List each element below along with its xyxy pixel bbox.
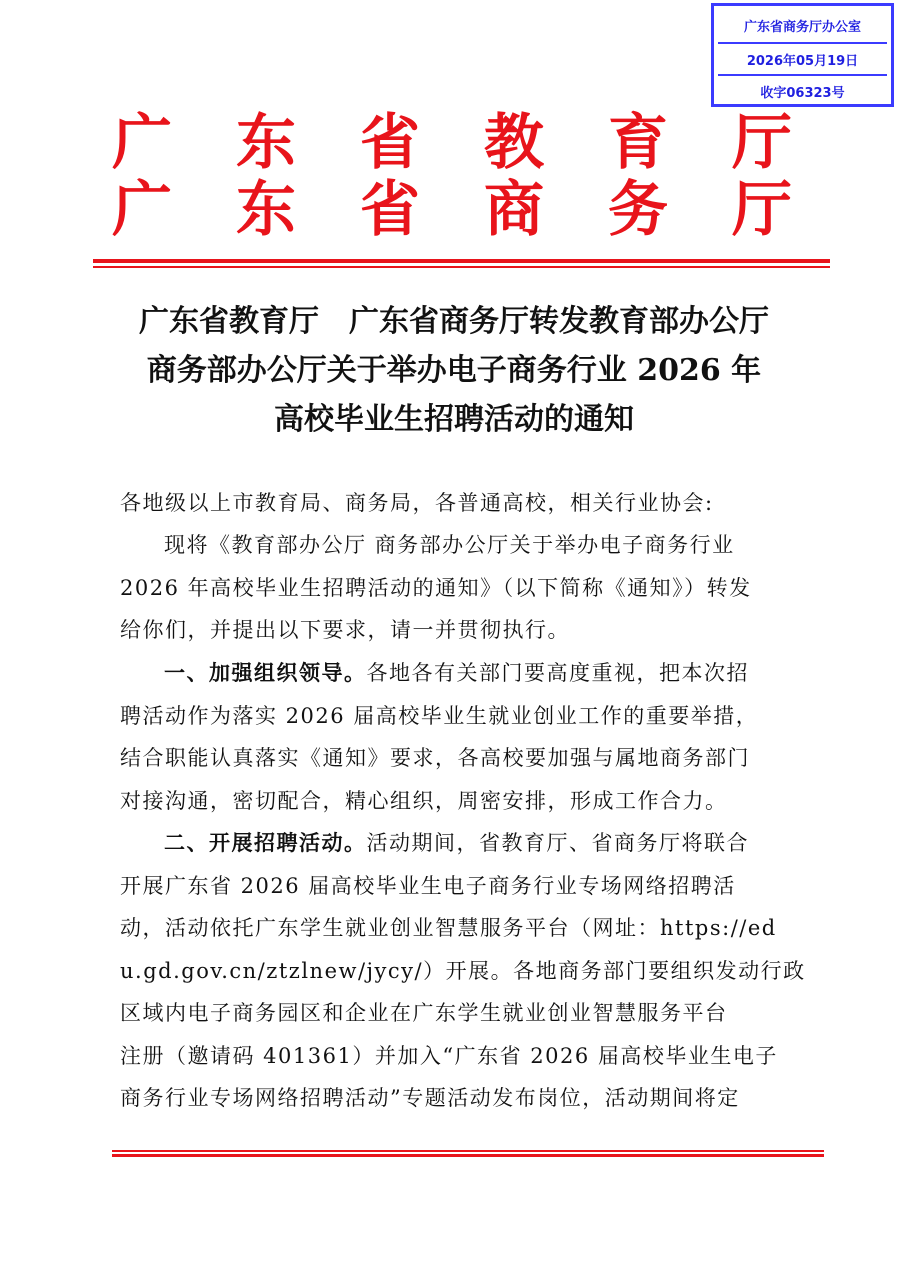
section-2-line: 开展广东省 2026 届高校毕业生电子商务行业专场网络招聘活	[120, 874, 736, 898]
stamp-divider	[718, 42, 887, 44]
section-1-line: 结合职能认真落实《通知》要求，各高校要加强与属地商务部门	[120, 746, 750, 770]
intro-line: 给你们，并提出以下要求，请一并贯彻执行。	[120, 618, 570, 642]
masthead-char: 厅	[732, 175, 792, 245]
section-2-heading: 二、开展招聘活动。	[164, 831, 367, 855]
stamp-divider	[718, 74, 887, 76]
masthead-char: 教	[484, 108, 544, 178]
stamp-number: 收字06323号	[760, 86, 845, 101]
document-title-line-2: 商务部办公厅关于举办电子商务行业 2026 年	[146, 353, 762, 388]
intro-line: 2026 年高校毕业生招聘活动的通知》（以下简称《通知》）转发	[120, 576, 752, 600]
section-2-line: 商务行业专场网络招聘活动”专题活动发布岗位，活动期间将定	[120, 1086, 740, 1110]
section-2-first-line	[120, 827, 798, 857]
stamp-office: 广东省商务厅办公室	[743, 20, 861, 35]
masthead-char: 广	[112, 175, 172, 245]
section-2-line: 注册（邀请码 401361）并加入“广东省 2026 届高校毕业生电子	[120, 1044, 778, 1068]
masthead-char: 省	[360, 175, 420, 245]
footer-rule-thin	[112, 1150, 824, 1152]
section-2-line: u.gd.gov.cn/ztzlnew/jycy/）开展。各地商务部门要组织发动行政	[120, 959, 806, 983]
masthead-char: 商	[484, 175, 544, 245]
section-1-line: 对接沟通，密切配合，精心组织，周密安排，形成工作合力。	[120, 789, 728, 813]
section-2-line: 区域内电子商务园区和企业在广东学生就业创业智慧服务平台	[120, 1001, 728, 1025]
masthead-rule-thin	[93, 266, 830, 268]
document-title-line-1: 广东省教育厅 广东省商务厅转发教育部办公厅	[139, 304, 769, 339]
masthead-char: 厅	[732, 108, 792, 178]
document-title-line-3: 高校毕业生招聘活动的通知	[274, 402, 634, 437]
section-2-text: 活动期间，省教育厅、省商务厅将联合	[366, 831, 749, 855]
section-1-first-line	[120, 657, 798, 687]
section-2-line: 动，活动依托广东学生就业创业智慧服务平台（网址：https://ed	[120, 916, 777, 940]
masthead-line-2	[112, 175, 792, 245]
stamp-date: 2026年05月19日	[746, 54, 859, 69]
salutation: 各地级以上市教育局、商务局，各普通高校，相关行业协会:	[120, 491, 714, 515]
masthead-rule-thick	[93, 259, 830, 263]
masthead-line-1	[112, 108, 792, 178]
section-1-heading: 一、加强组织领导。	[164, 661, 367, 685]
intro-line: 现将《教育部办公厅 商务部办公厅关于举办电子商务行业	[164, 533, 735, 557]
masthead-char: 育	[608, 108, 668, 178]
footer-rule-thick	[112, 1154, 824, 1157]
section-1-line: 聘活动作为落实 2026 届高校毕业生就业创业工作的重要举措，	[120, 704, 759, 728]
masthead-char: 务	[608, 175, 668, 245]
masthead-char: 省	[360, 108, 420, 178]
masthead-char: 东	[236, 175, 296, 245]
masthead-char: 东	[236, 108, 296, 178]
masthead-char: 广	[112, 108, 172, 178]
section-1-text: 各地各有关部门要高度重视，把本次招	[366, 661, 749, 685]
receipt-stamp	[711, 3, 894, 107]
